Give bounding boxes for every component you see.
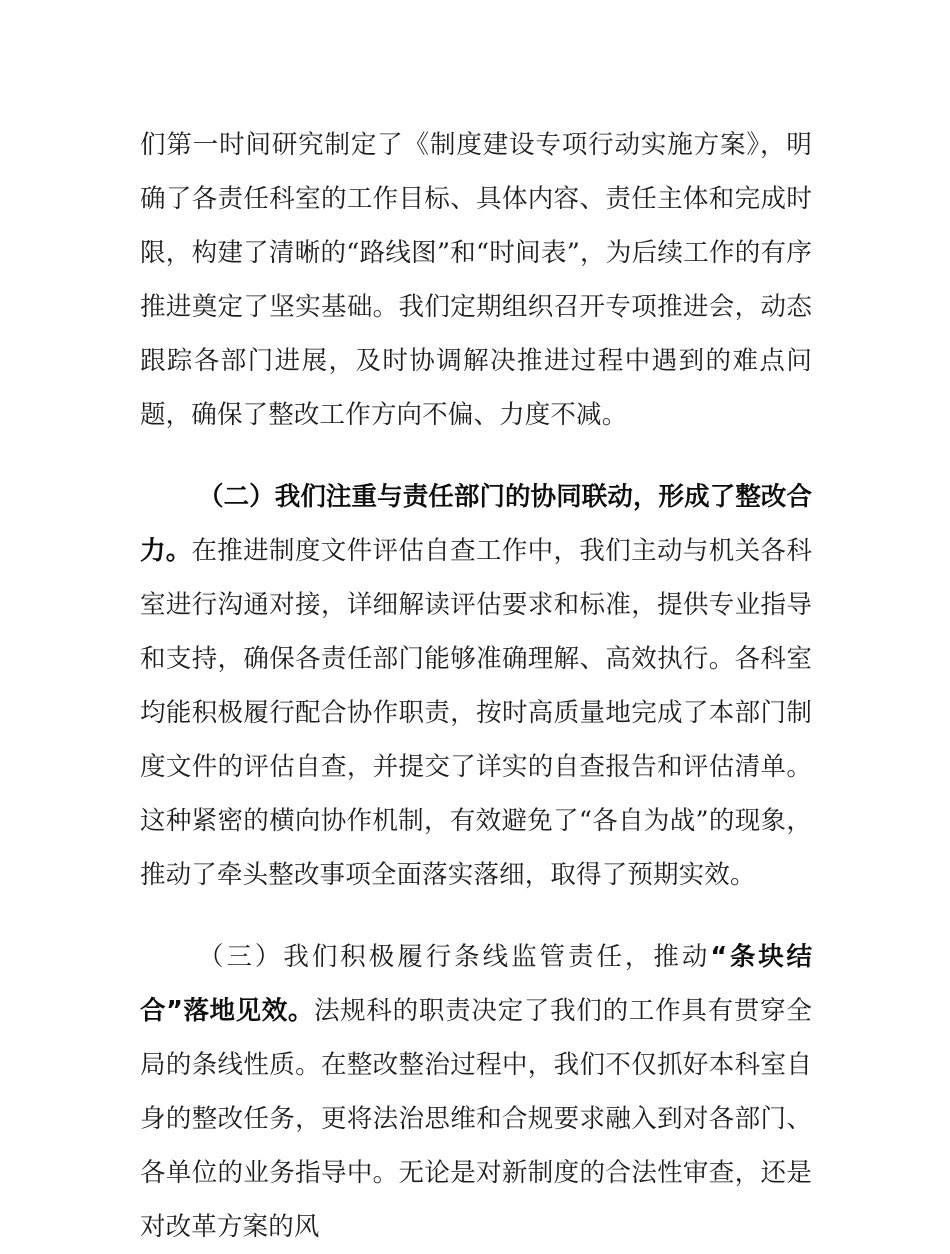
section-three-heading-emphasis: “条块结合”落地见效。 xyxy=(140,942,813,1026)
section-two-body: 在推进制度文件评估自查工作中，我们主动与机关各科室进行沟通对接，详细解读评估要求和标准，提供专业指导和支持，确保各责任部门能够准确理解、高效执行。各科室均能积极履行配合协作职责，按时高质量地完成了本部门制度文件的评估自查，并提交了详实的自查报告和评估清单。这种紧密的横向协作机制，有效避免了“各自为战”的现象，推动了牵头整改事项全面落实落细，取得了预期实效。 xyxy=(140,536,812,890)
section-three-body: 法规科的职责决定了我们的工作具有贯穿全局的条线性质。在整改整治过程中，我们不仅抓好本科室自身的整改任务，更将法治思维和合规要求融入到对各部门、各单位的业务指导中。无论是对新制度的合法性审查，还是对改革方案的风 xyxy=(140,996,812,1242)
paragraph-section-two xyxy=(140,470,812,902)
section-three-heading-lead: （三）我们积极履行条线监管责任，推动 xyxy=(198,942,711,972)
paragraph-section-three xyxy=(140,930,812,1254)
paragraph-continuation xyxy=(140,118,812,442)
text-run-regular: 们第一时间研究制定了《制度建设专项行动实施方案》，明确了各责任科室的工作目标、具体内容、责任主体和完成时限，构建了清晰的“路线图”和“时间表”，为后续工作的有序推进奠定了坚实基础。我们定期组织召开专项推进会，动态跟踪各部门进展，及时协调解决推进过程中遇到的难点问题，确保了整改工作方向不偏、力度不减。 xyxy=(140,130,812,430)
section-two-heading: （二）我们注重与责任部门的协同联动，形成了整改合力。 xyxy=(140,482,812,566)
document-text-column xyxy=(140,118,812,1254)
